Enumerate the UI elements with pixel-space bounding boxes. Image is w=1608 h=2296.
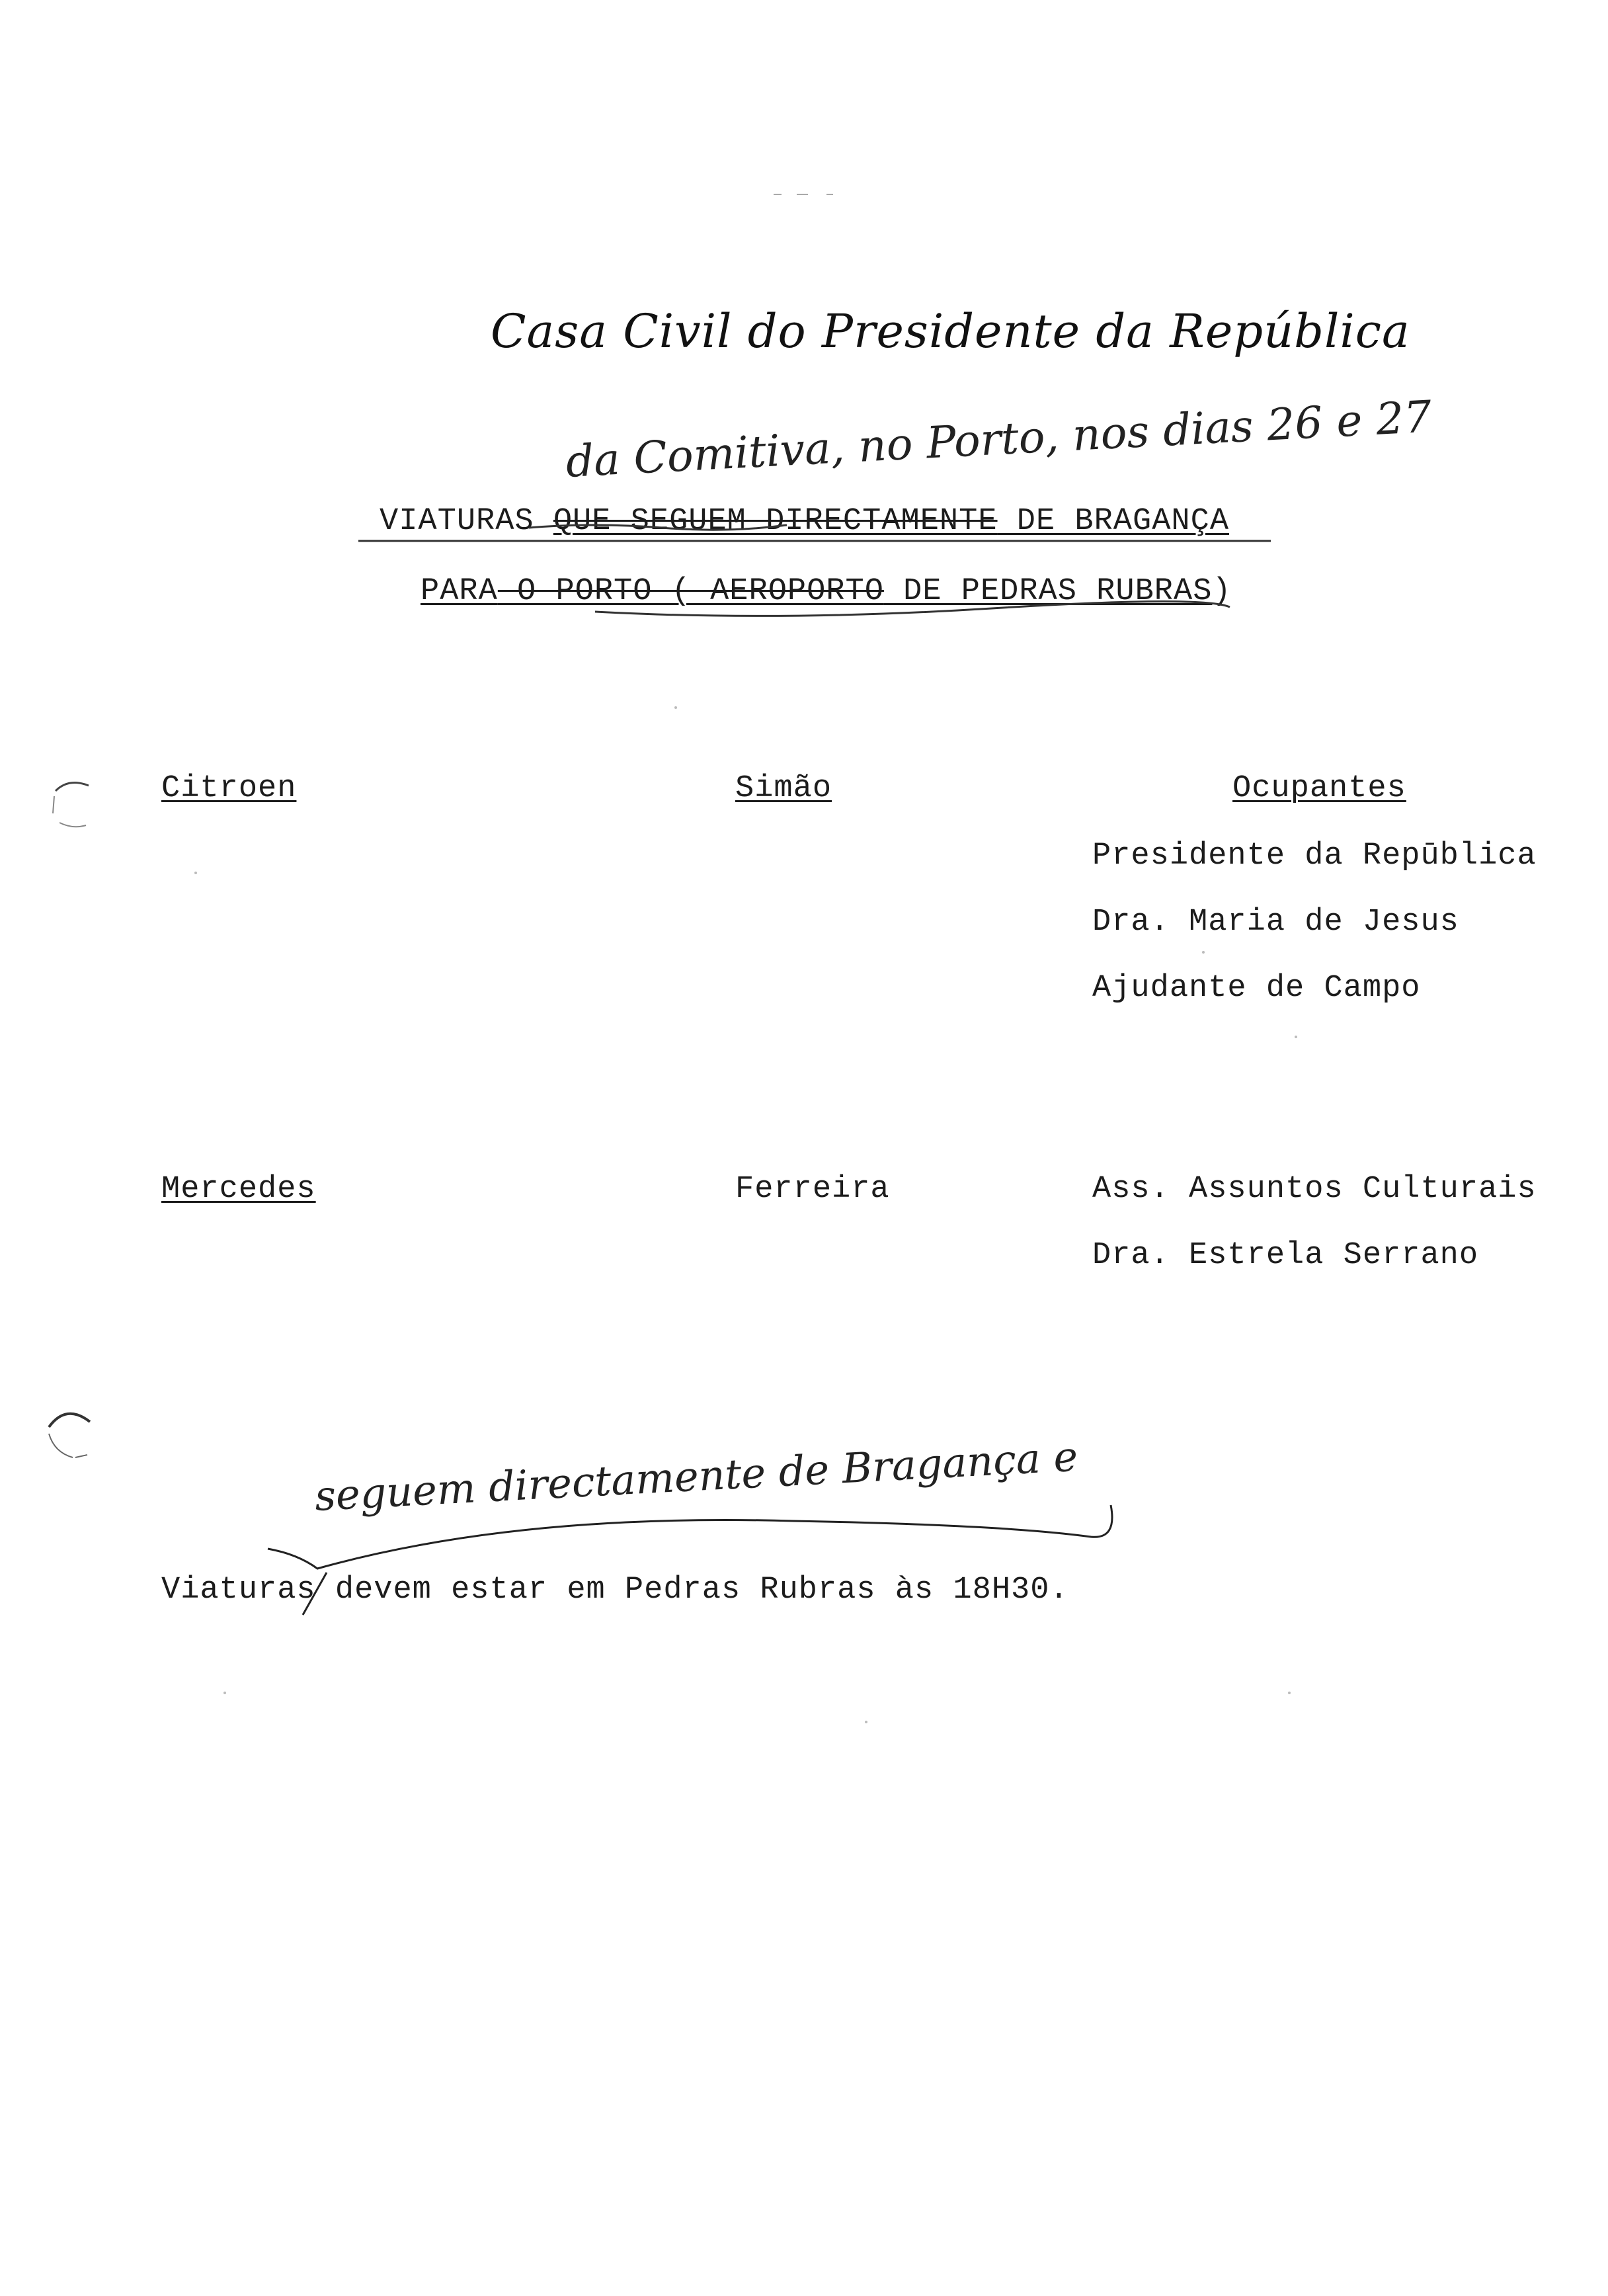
handwritten-annotation-note: seguem directamente de Bragança e [313, 1432, 1079, 1520]
driver-ferreira: Ferreira [735, 1172, 890, 1207]
handwritten-annotation-title: da Comitiva, no Porto, nos dias 26 e 27 [564, 391, 1433, 487]
occupant: Ass. Assuntos Culturais [1092, 1172, 1537, 1207]
title-line-2-prefix: PARA [421, 574, 498, 609]
car-citroen: Citroen [161, 771, 297, 806]
letterhead: Casa Civil do Presidente da República [491, 304, 1410, 358]
title-line-2-struck: O PORTO ( AEROPORTO [497, 574, 884, 609]
title-line-1-struck: QUE SEGUEM DIRECTAMENTE [553, 504, 998, 539]
note-word-viaturas: Viaturas [161, 1573, 316, 1608]
occupants-heading: Ocupantes [1232, 771, 1406, 806]
occupant: Dra. Maria de Jesus [1092, 905, 1459, 940]
driver-simao: Simão [735, 771, 832, 806]
note-rest: devem estar em Pedras Rubras às 18H30. [335, 1573, 1069, 1608]
occupant: Ajudante de Campo [1092, 971, 1421, 1006]
car-mercedes: Mercedes [161, 1172, 316, 1207]
title-line-2-rest: DE PEDRAS RUBRAS [883, 574, 1213, 609]
title-line-2-close: ) [1212, 574, 1232, 609]
occupant: Presidente da Repūblica [1092, 839, 1537, 874]
title-line-1-prefix: VIATURAS [380, 504, 553, 539]
title-line-1-rest: DE BRAGANÇA [997, 504, 1230, 539]
occupant: Dra. Estrela Serrano [1092, 1238, 1479, 1273]
